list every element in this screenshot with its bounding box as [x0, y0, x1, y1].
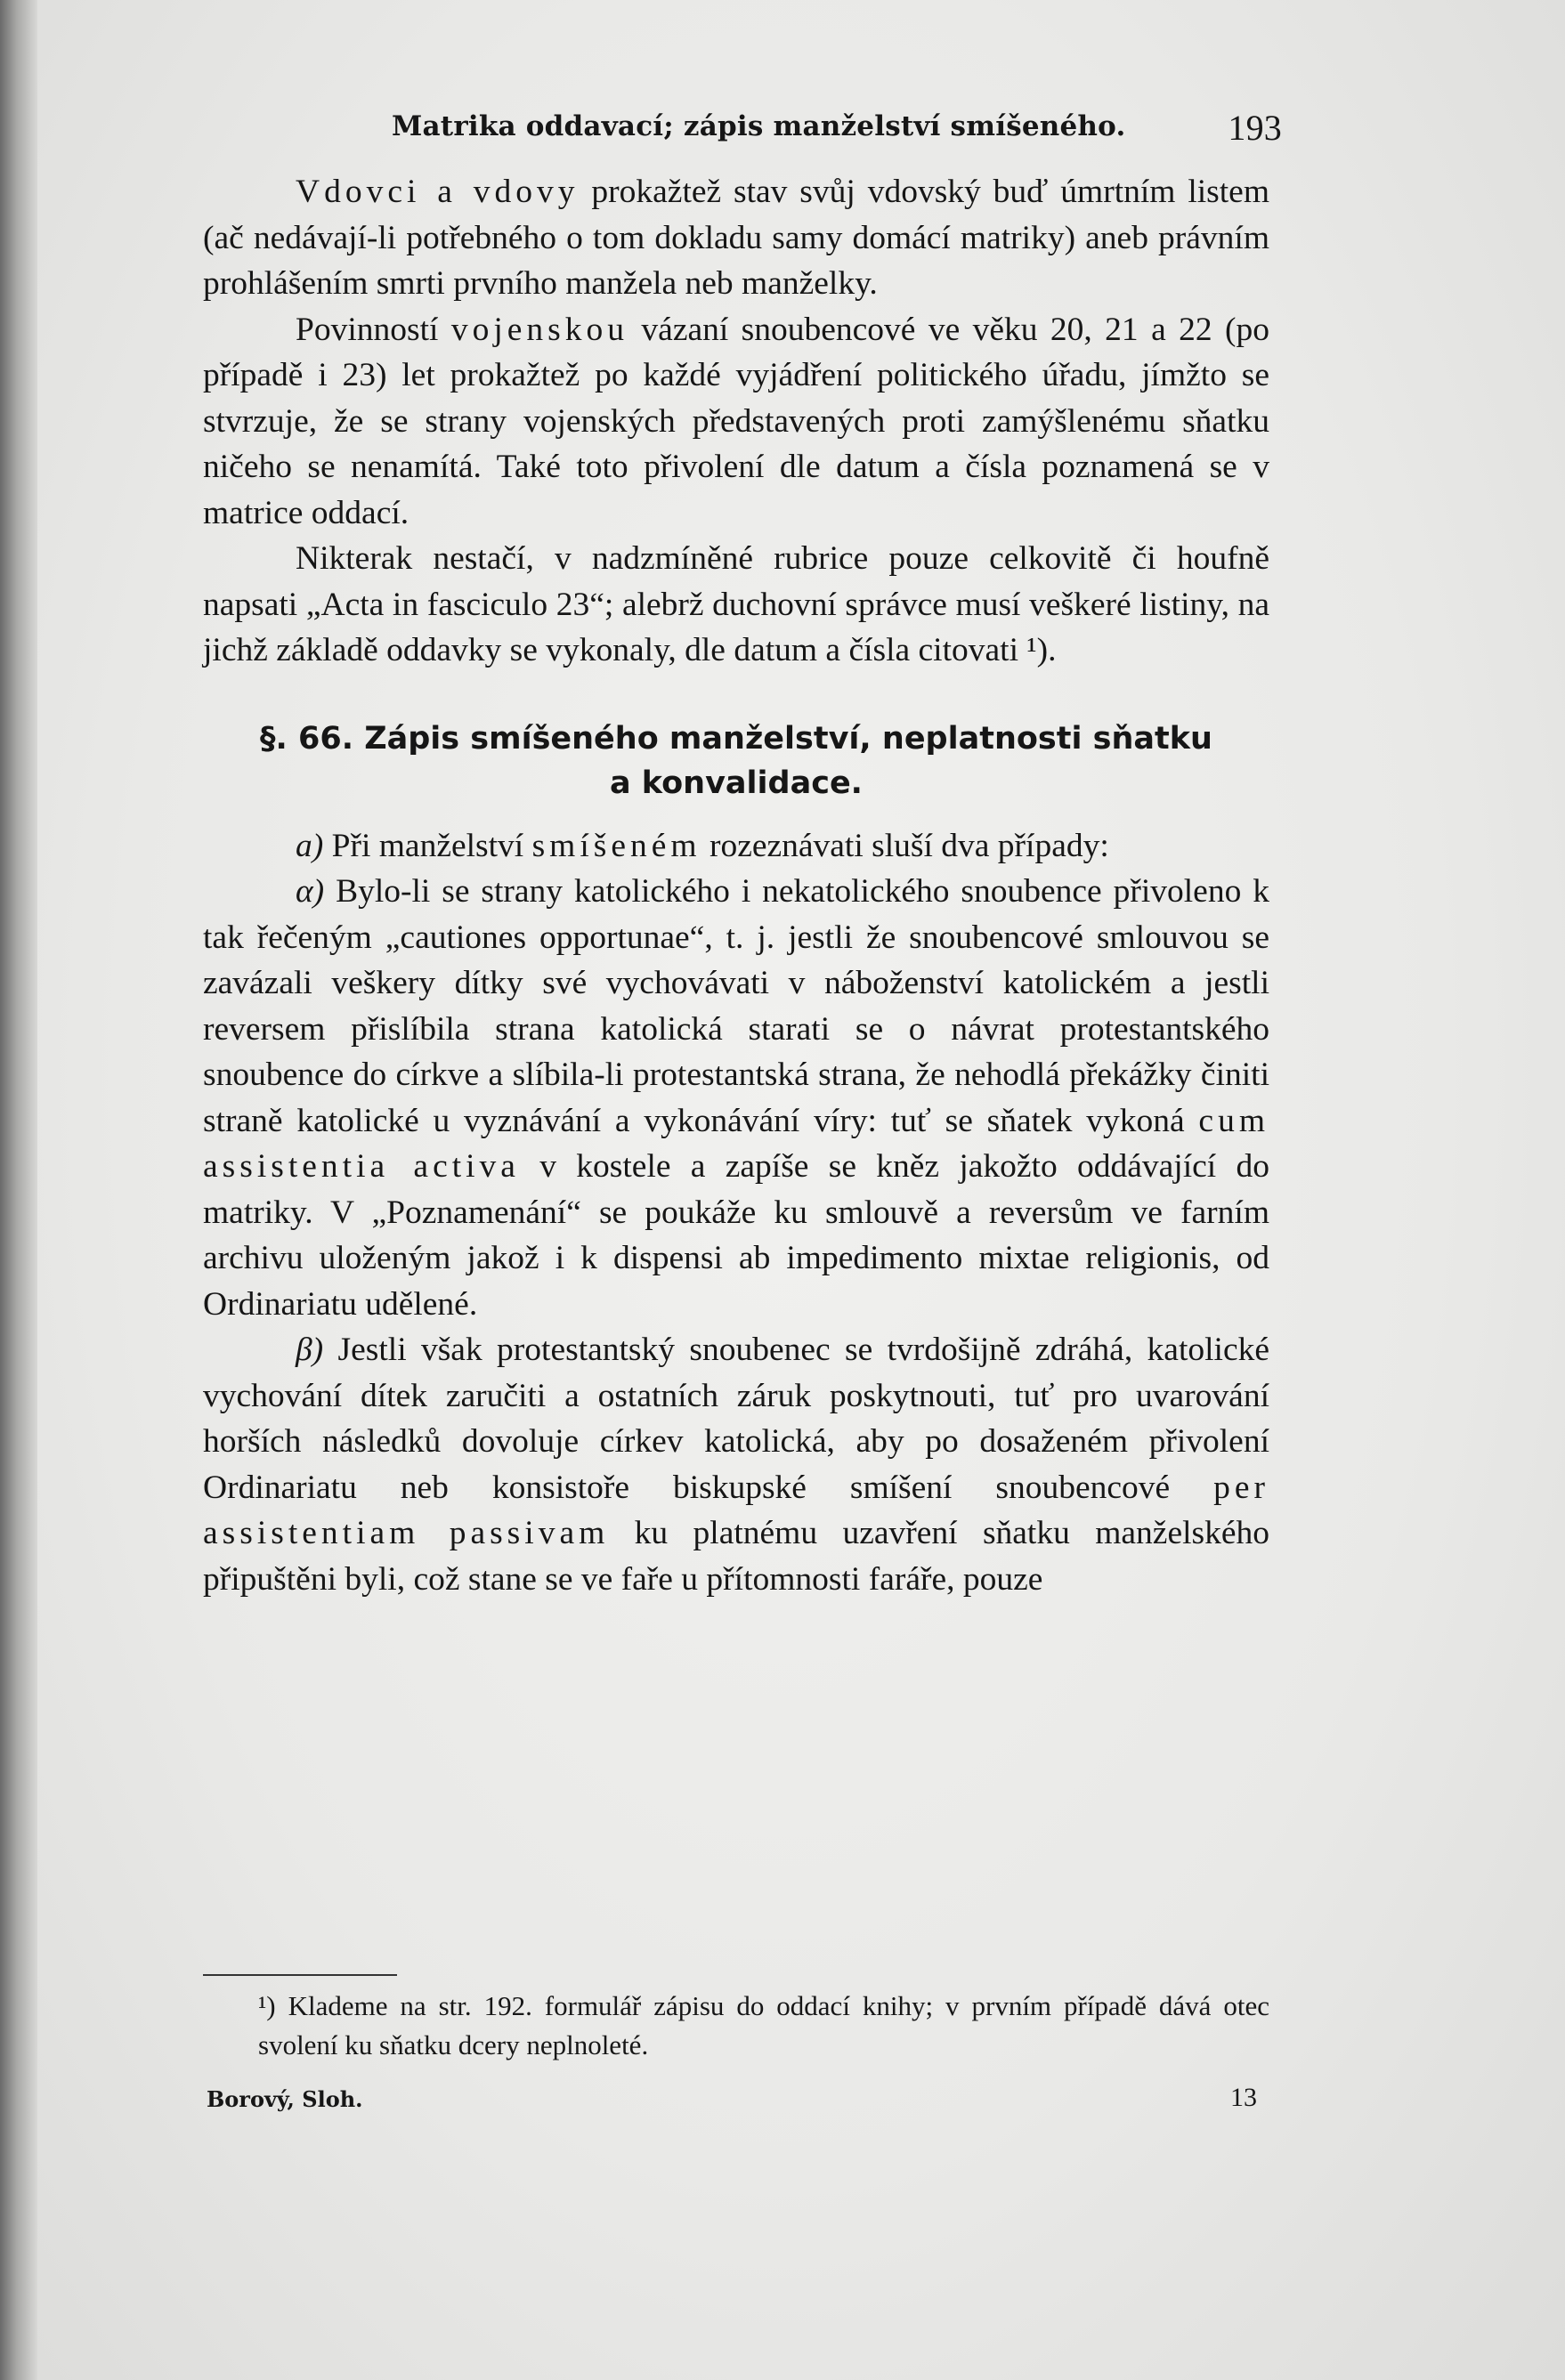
paragraph-acta — [203, 536, 1269, 674]
page-number: 193 — [1228, 108, 1282, 148]
text-run: Povinností — [296, 311, 451, 348]
text-run: prokažtež stav svůj vdovský buď úmrtním listem (ač nedávají-li potřebného o tom dokladu samy domácí matriky) aneb právním prohlášením smrti prvního manžela neb manželky. — [203, 174, 1269, 302]
text-run: v kostele a zapíše se kněz jakožto oddávající do matriky. V „Poznamenání“ se poukáže ku smlouvě a reversům ve farním archivu uloženým jakož i k dispensi ab impedimento mixtae religionis, od Ordinariatu udělené. — [203, 1148, 1269, 1323]
footnote-text: ¹) Klademe na str. 192. formulář zápisu do oddací knihy; v prvním případě dává otec svolení ku sňatku dcery neplnoleté. — [258, 1990, 1269, 2060]
paragraph-military — [203, 307, 1269, 537]
running-title: Matrika oddavací; zápis manželství smíšeného. — [392, 110, 1126, 142]
text-run: cum assistentia activa — [203, 1102, 1269, 1185]
running-header — [392, 107, 1282, 151]
text-run: rozeznávati sluší dva případy: — [701, 827, 1109, 864]
paragraph-alpha — [203, 869, 1269, 1327]
text-run: a) — [296, 827, 324, 864]
section-heading-line: a konvalidace. — [610, 765, 863, 801]
text-run: β) — [296, 1332, 324, 1368]
footnote-divider — [203, 1974, 397, 1976]
paragraph-mixed-marriage — [203, 823, 1269, 870]
signature-mark: 13 — [1230, 2083, 1257, 2112]
section-heading-line: §. 66. Zápis smíšeného manželství, neplatnosti sňatku — [260, 720, 1212, 757]
text-run: Bylo-li se strany katolického i nekatolického snoubence přivoleno k tak řečeným „cautiones opportunae“, t. j. jestli že snoubencové smlouvou se zavázali veškery dítky své vychovávati v náboženství katolickém a jestli reversem přislíbila strana katolická starati se o návrat protestantského snoubence do církve a slíbila-li protestantská strana, že nehodlá překážky činiti straně katolické u vyznávání a vykonávání víry: tuť se sňatek vykoná — [203, 873, 1269, 1139]
page-footer — [207, 2083, 1257, 2122]
text-run: Vdovci a vdovy — [296, 174, 580, 210]
page-body — [203, 169, 1269, 1602]
section-heading — [203, 716, 1269, 805]
text-run: Při manželství — [323, 827, 532, 864]
text-run: smíšeném — [531, 827, 701, 864]
text-run: per assistentiam passivam — [203, 1469, 1269, 1551]
text-run: Nikterak nestačí, v nadzmíněné rubrice pouze celkovitě či houfně napsati „Acta in fasciculo 23“; alebrž duchovní správce musí veškeré listiny, na jichž základě oddavky se vykonaly, dle datum a čísla citovati ¹). — [203, 540, 1269, 668]
footnote — [258, 1987, 1269, 2065]
paragraph-beta — [203, 1327, 1269, 1602]
page-spine-shadow — [0, 0, 37, 2380]
text-run: vojenskou — [450, 311, 629, 348]
text-run: Jestli však protestantský snoubenec se tvrdošijně zdráhá, katolické vychování dítek zaručiti a ostatních záruk poskytnouti, tuť pro uvarování horších následků dovoluje církev katolická, aby po dosaženém přivolení Ordinariatu neb konsistoře biskupské smíšení snoubencové — [203, 1332, 1269, 1506]
text-run: vázaní snoubencové ve věku 20, 21 a 22 (po případě i 23) let prokažtež po každé vyjádření politického úřadu, jímžto se stvrzuje, že se strany vojenských představených proti zamýšlenému sňatku ničeho se nenamítá. Také toto přivolení dle datum a čísla poznamená se v matrice oddací. — [203, 311, 1269, 531]
text-run: α) — [296, 873, 325, 910]
text-run: ku platnému uzavření sňatku manželského připuštěni byli, což stane se ve faře u přítomnosti faráře, pouze — [203, 1515, 1269, 1598]
paragraph-widowers — [203, 169, 1269, 307]
footer-author: Borový, Sloh. — [207, 2086, 363, 2112]
